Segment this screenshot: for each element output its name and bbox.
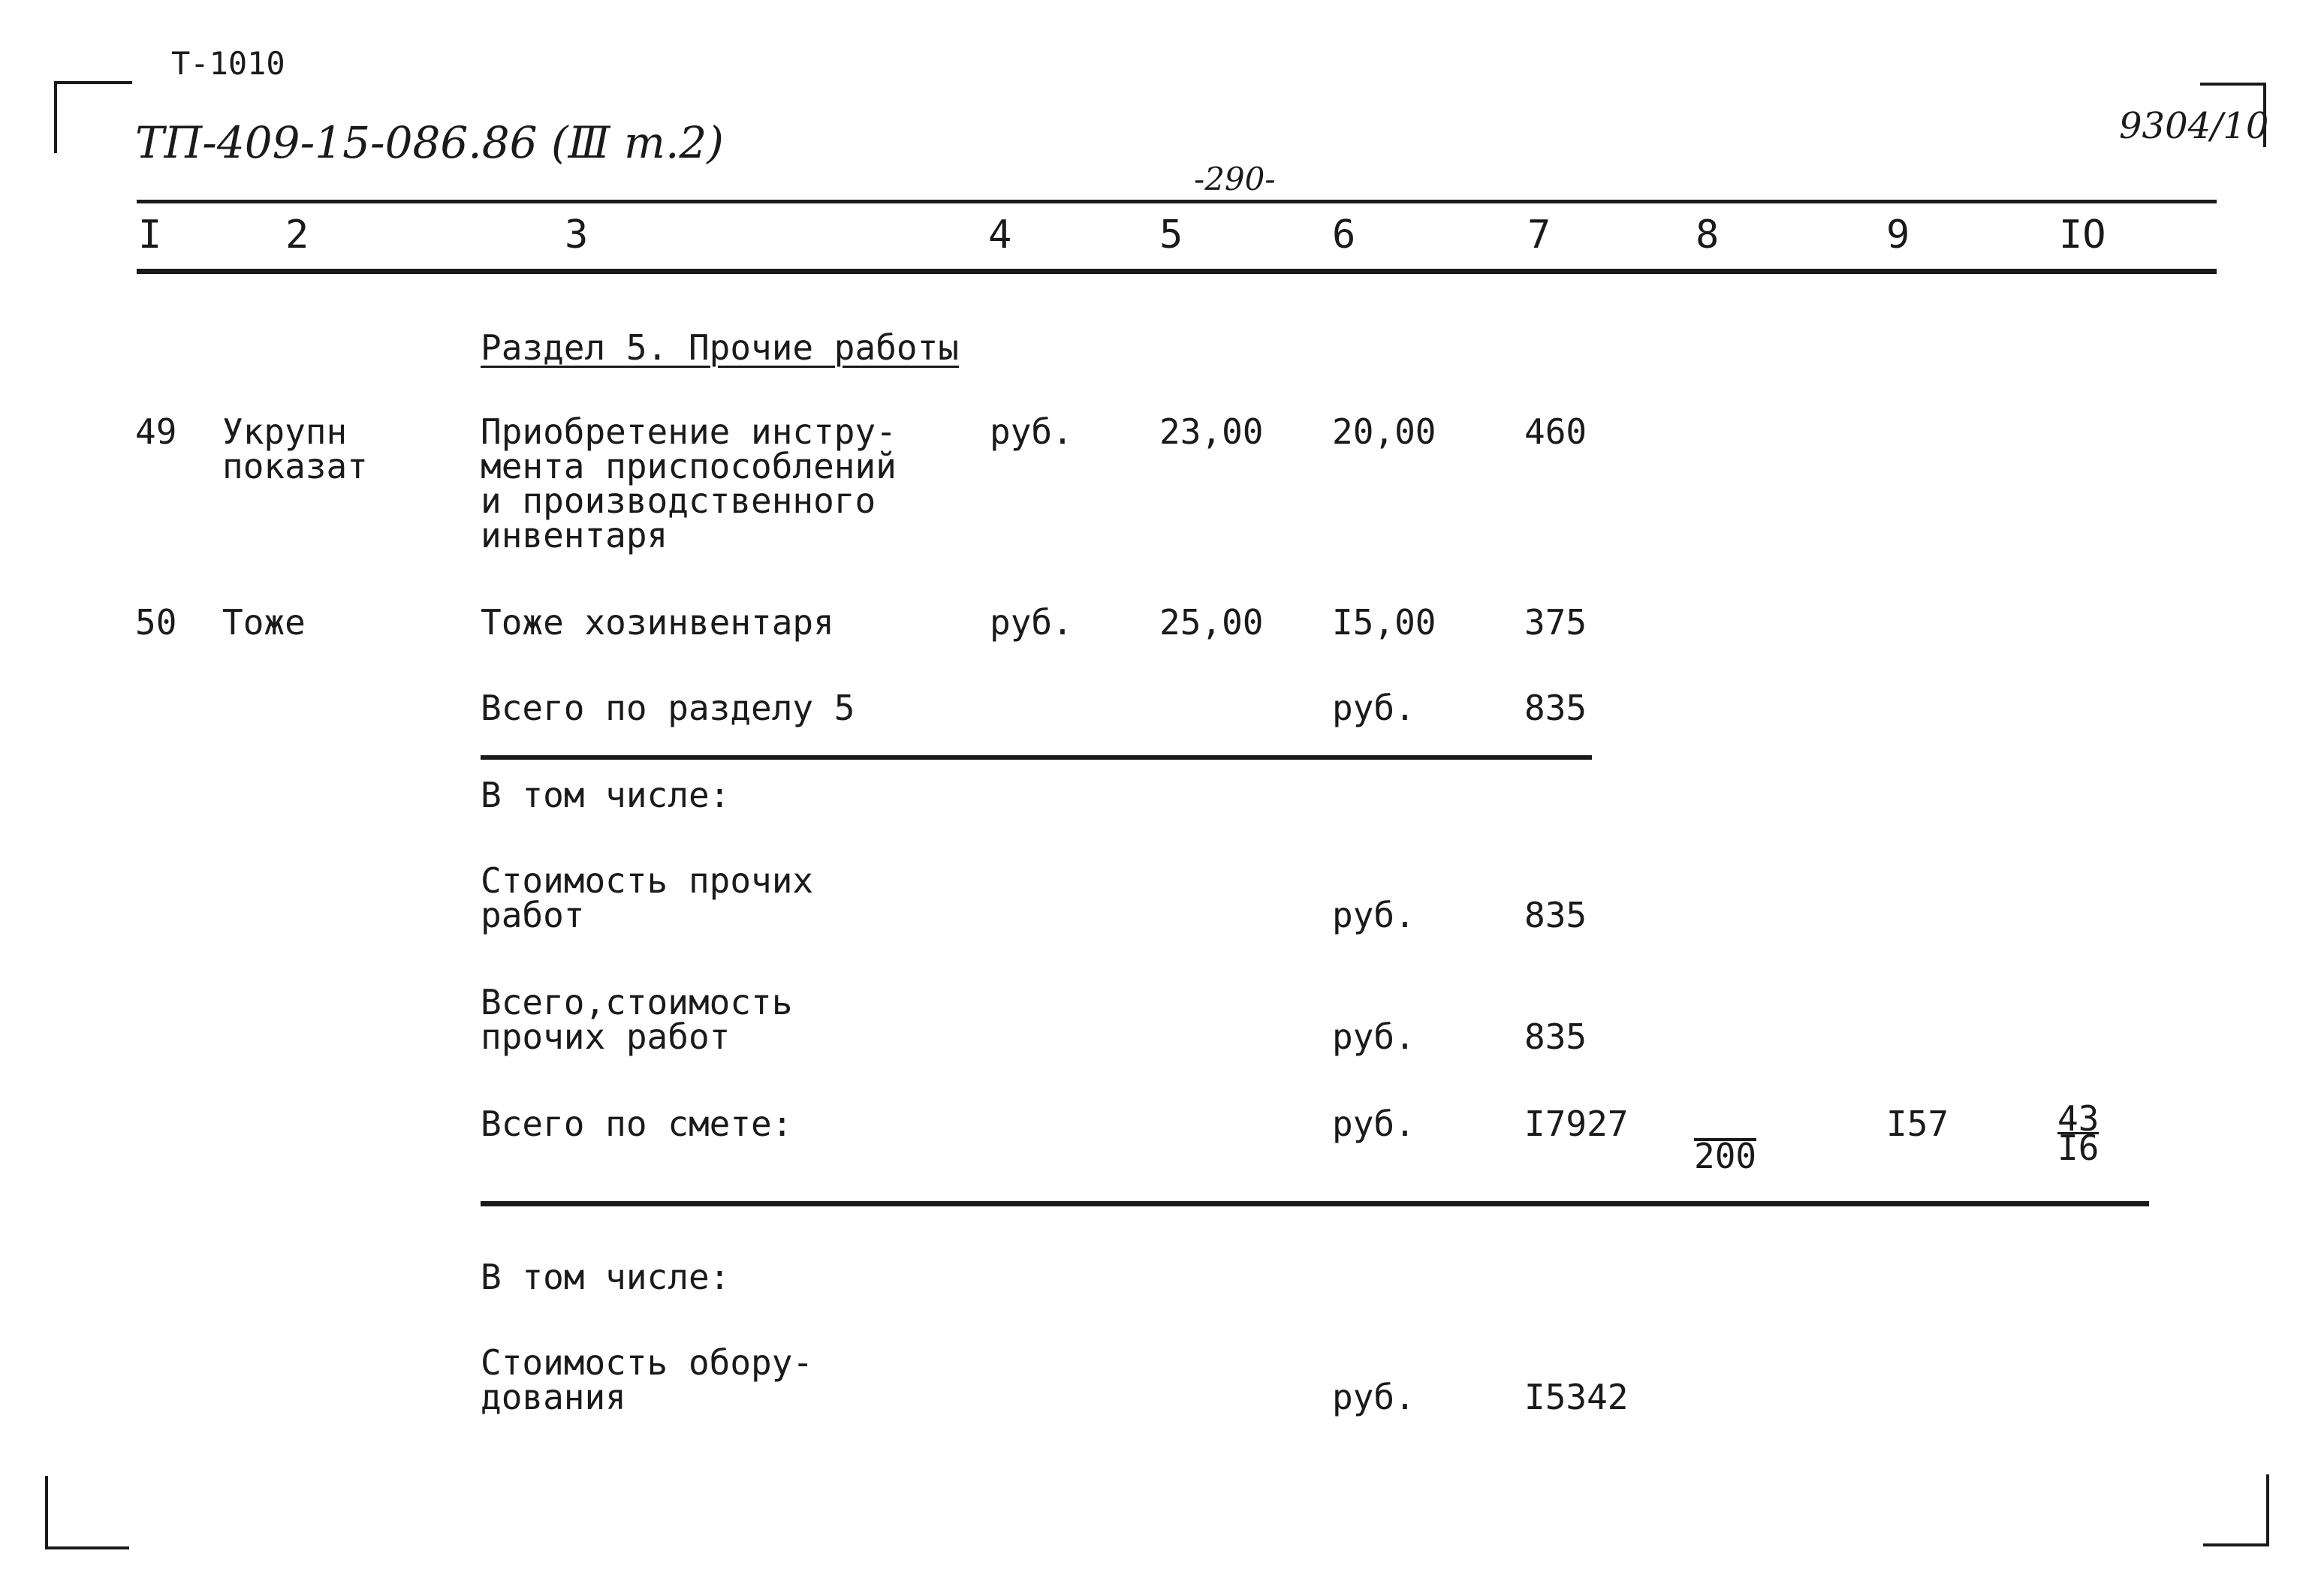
section-title: Раздел 5. Прочие работы — [481, 327, 959, 368]
grand-total-value: I7927 — [1524, 1104, 1629, 1144]
row-number: 49 — [135, 411, 177, 452]
corner-mark-bottom-left — [45, 1476, 129, 1549]
row-name: Тоже хозинвентаря — [481, 602, 834, 643]
grand-total-col9: I57 — [1886, 1104, 1949, 1144]
row-unit: руб. — [990, 411, 1073, 452]
row-unit-price: I5,00 — [1332, 602, 1436, 643]
section-total-rule — [481, 755, 1592, 760]
row-number: 50 — [135, 602, 177, 643]
corner-mark-top-left — [54, 81, 132, 153]
row-quantity: 23,00 — [1159, 411, 1264, 452]
column-header-3: 3 — [565, 212, 589, 257]
section-total-value: 835 — [1524, 688, 1587, 728]
total-other-label: Всего,стоимость прочих работ — [481, 982, 793, 1057]
column-header-1: I — [138, 212, 162, 257]
grand-total-rule — [481, 1201, 2149, 1206]
corner-mark-bottom-right — [2203, 1474, 2269, 1546]
row-unit: руб. — [990, 602, 1073, 643]
section-total-unit: руб. — [1332, 688, 1415, 728]
row-total: 460 — [1524, 411, 1587, 452]
column-header-9: 9 — [1886, 212, 1910, 257]
grand-total-label: Всего по смете: — [481, 1104, 793, 1144]
row-quantity: 25,00 — [1159, 602, 1264, 643]
equipment-value: I5342 — [1524, 1377, 1629, 1417]
other-cost-label: Стоимость прочих работ — [481, 860, 814, 935]
grand-total-col8: 200 — [1694, 1136, 1757, 1176]
header-rule-top — [137, 200, 2217, 203]
grand-total-col10: 43 I6 — [2057, 1098, 2100, 1168]
sheet-reference: 9304/10 — [2119, 105, 2269, 147]
column-header-6: 6 — [1332, 212, 1356, 257]
total-other-value: 835 — [1524, 1016, 1587, 1057]
including-label-2: В том числе: — [481, 1257, 731, 1297]
column-header-5: 5 — [1159, 212, 1183, 257]
row-total: 375 — [1524, 602, 1587, 643]
equipment-unit: руб. — [1332, 1377, 1415, 1417]
equipment-label: Стоимость обору- дования — [481, 1342, 814, 1417]
project-code: ТП-409-15-086.86 (Ⅲ т.2) — [135, 117, 724, 168]
row-basis: Укрупн показат — [222, 411, 368, 486]
column-header-2: 2 — [285, 212, 309, 257]
grand-total-unit: руб. — [1332, 1104, 1415, 1144]
column-header-8: 8 — [1696, 212, 1720, 257]
column-header-4: 4 — [988, 212, 1012, 257]
total-other-unit: руб. — [1332, 1016, 1415, 1057]
page-number: -290- — [1194, 161, 1276, 197]
section-total-label: Всего по разделу 5 — [481, 688, 855, 728]
row-basis: Тоже — [222, 602, 306, 643]
document-code: Т-1010 — [171, 45, 285, 82]
column-header-7: 7 — [1527, 212, 1551, 257]
header-rule-bottom — [137, 269, 2217, 274]
other-cost-unit: руб. — [1332, 895, 1415, 935]
column-header-10: IO — [2059, 212, 2106, 257]
other-cost-value: 835 — [1524, 895, 1587, 935]
row-name: Приобретение инстру- мента приспособлений и производственного инвентаря — [481, 411, 897, 556]
including-label: В том числе: — [481, 775, 731, 815]
row-unit-price: 20,00 — [1332, 411, 1436, 452]
